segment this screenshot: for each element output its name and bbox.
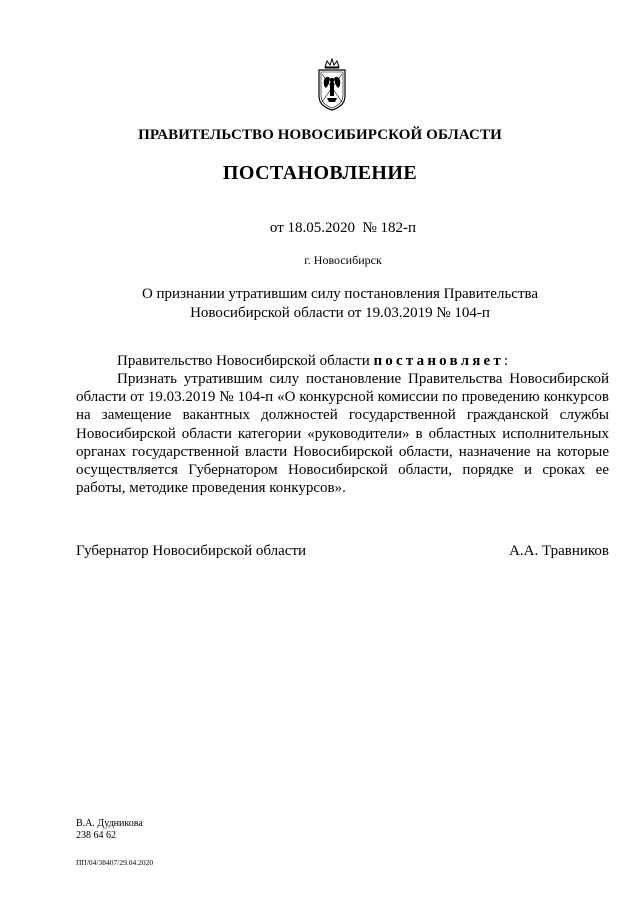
executor-block — [76, 818, 143, 842]
document-subject — [0, 285, 640, 323]
preamble-paragraph — [76, 352, 609, 370]
subject-line-1: О признании утратившим силу постановления Правительства — [141, 286, 539, 302]
subject-line-2: Новосибирской области от 19.03.2019 № 104-п — [190, 305, 490, 321]
document-type-title: ПОСТАНОВЛЕНИЕ — [222, 162, 418, 184]
city-label: г. Новосибирск — [304, 253, 382, 267]
date-and-number: от 18.05.2020 № 182-п — [269, 220, 417, 236]
decree-word: постановляет — [373, 353, 504, 369]
executor-name: В.А. Дудникова — [76, 818, 143, 829]
operative-paragraph: Признать утратившим силу постановление Правительства Новосибирской области от 19.03.2019 № 104-п «О конкурсной комиссии по проведению конкурсов на замещение вакантных должностей государственной гражданской службы Новосибирской области категории «руководители» в областных исполнительных органах государственной власти Новосибирской области, назначение на которые осуществляется Губернатором Новосибирской области, порядке и сроках ее работы, методике проведения конкурсов». — [76, 371, 609, 497]
organization-title: ПРАВИТЕЛЬСТВО НОВОСИБИРСКОЙ ОБЛАСТИ — [138, 127, 502, 143]
executor-phone: 238 64 62 — [76, 830, 116, 841]
registration-number: ПП/04/38407/29.04.2020 — [76, 858, 154, 867]
signatory-name: А.А. Травников — [509, 543, 609, 559]
coat-of-arms-icon — [316, 58, 348, 112]
signatory-title: Губернатор Новосибирской области — [76, 543, 307, 559]
preamble-text: Правительство Новосибирской области — [117, 353, 374, 369]
preamble-colon: : — [503, 353, 509, 369]
